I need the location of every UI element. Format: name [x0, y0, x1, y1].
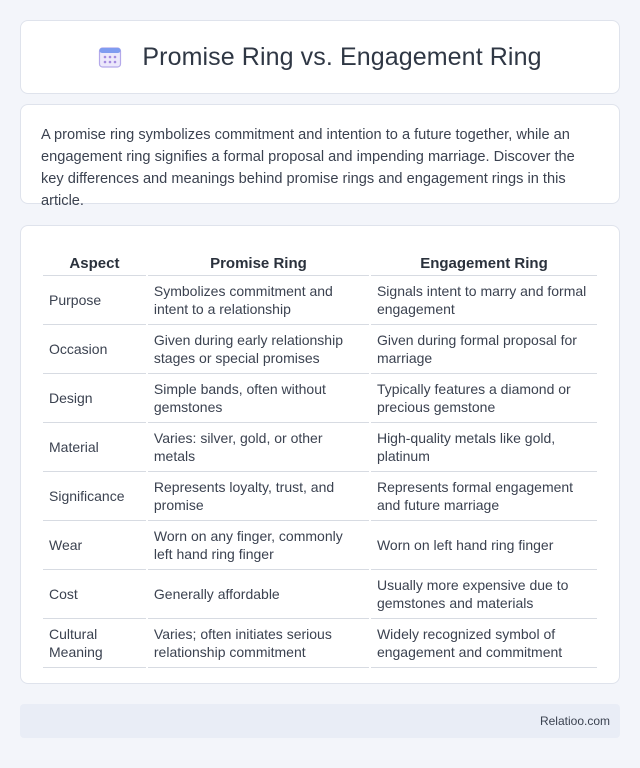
promise-ring-cell: Varies; often initiates serious relationship commitment — [148, 619, 369, 668]
promise-ring-cell: Worn on any finger, commonly left hand ring finger — [148, 521, 369, 570]
engagement-ring-cell: Typically features a diamond or precious gemstone — [371, 374, 597, 423]
aspect-cell: Material — [43, 423, 146, 472]
table-row — [43, 570, 597, 619]
calendar-icon — [98, 45, 122, 69]
aspect-cell: Occasion — [43, 325, 146, 374]
aspect-cell: Wear — [43, 521, 146, 570]
header-aspect: Aspect — [43, 244, 146, 276]
header-engagement-ring: Engagement Ring — [371, 244, 597, 276]
aspect-cell: Cost — [43, 570, 146, 619]
footer-bar — [20, 704, 620, 738]
table-row — [43, 619, 597, 668]
table-row — [43, 423, 597, 472]
aspect-cell: Significance — [43, 472, 146, 521]
table-header-row — [43, 244, 597, 276]
promise-ring-cell: Symbolizes commitment and intent to a relationship — [148, 276, 369, 325]
intro-card — [20, 104, 620, 209]
promise-ring-cell: Given during early relationship stages or special promises — [148, 325, 369, 374]
promise-ring-cell: Varies: silver, gold, or other metals — [148, 423, 369, 472]
title-card — [20, 20, 620, 94]
intro-paragraph: A promise ring symbolizes commitment and intention to a future together, while an engagement ring signifies a formal proposal and impending marriage. Discover the key differences and meanings behind promise rings and engagement rings in this article. — [41, 127, 575, 209]
table-row — [43, 374, 597, 423]
engagement-ring-cell: Usually more expensive due to gemstones and materials — [371, 570, 597, 619]
title-wrap — [98, 43, 541, 72]
engagement-ring-cell: Widely recognized symbol of engagement and commitment — [371, 619, 597, 668]
promise-ring-cell: Represents loyalty, trust, and promise — [148, 472, 369, 521]
comparison-table-card — [20, 225, 620, 684]
table-row — [43, 472, 597, 521]
engagement-ring-cell: Signals intent to marry and formal engagement — [371, 276, 597, 325]
footer-brand: Relatioo.com — [539, 714, 610, 728]
engagement-ring-cell: High-quality metals like gold, platinum — [371, 423, 597, 472]
engagement-ring-cell: Worn on left hand ring finger — [371, 521, 597, 570]
table-row — [43, 521, 597, 570]
header-promise-ring: Promise Ring — [148, 244, 369, 276]
table-row — [43, 325, 597, 374]
promise-ring-cell: Simple bands, often without gemstones — [148, 374, 369, 423]
aspect-cell: Purpose — [43, 276, 146, 325]
aspect-cell: Design — [43, 374, 146, 423]
table-row — [43, 276, 597, 325]
engagement-ring-cell: Given during formal proposal for marriage — [371, 325, 597, 374]
engagement-ring-cell: Represents formal engagement and future marriage — [371, 472, 597, 521]
aspect-cell: Cultural Meaning — [43, 619, 146, 668]
promise-ring-cell: Generally affordable — [148, 570, 369, 619]
comparison-table — [41, 244, 599, 668]
page-title: Promise Ring vs. Engagement Ring — [142, 42, 542, 71]
